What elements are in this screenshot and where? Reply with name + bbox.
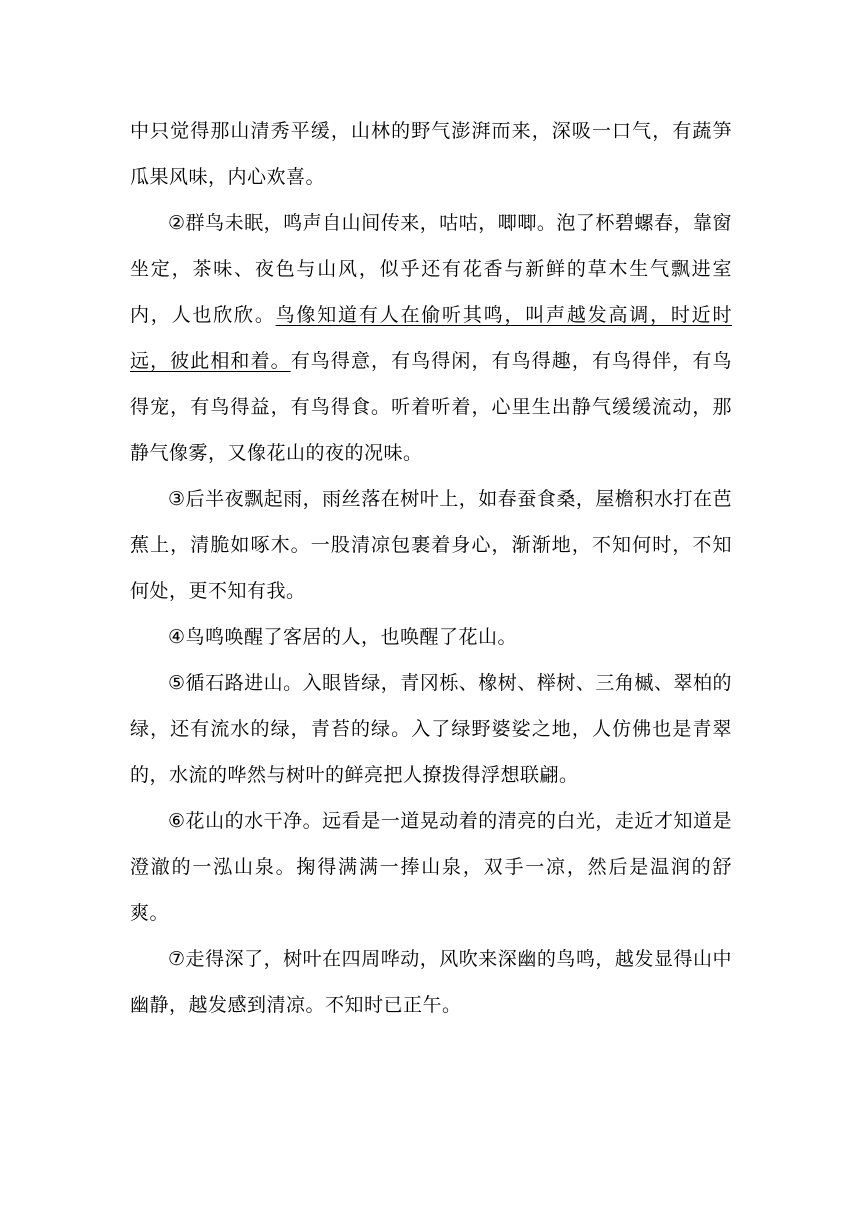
paragraph-text: 有鸟得意，有鸟得闲，有鸟得趣，有鸟得伴，有鸟得宠，有鸟得益，有鸟得食。听着听着，心里生出静气缓缓流动，那静气像雾，又像花山的夜的况味。 [130, 350, 732, 464]
paragraph-text: ②群鸟未眠，鸣声自山间传来，咕咕，唧唧。泡了杯碧螺春，靠窗坐定，茶味、夜色与山风，似乎还有花香与新鲜的草木生气飘进室内，人也欣欣。 [130, 212, 732, 326]
paragraph-text: ⑥花山的水干净。远看是一道晃动着的清亮的白光，走近才知道是澄澈的一泓山泉。掬得满满一捧山泉，双手一凉，然后是温润的舒爽。 [130, 810, 732, 924]
underlined-sentence: 鸟像知道有人在偷听其鸣，叫声越发高调，时近时远，彼此相和着。 [130, 304, 732, 372]
paragraph-text: ⑤循石路进山。入眼皆绿，青冈栎、橡树、榉树、三角槭、翠柏的绿，还有流水的绿，青苔的绿。入了绿野婆娑之地，人仿佛也是青翠的，水流的哗然与树叶的鲜亮把人撩拨得浮想联翩。 [130, 672, 732, 786]
paragraph-6 [130, 798, 732, 936]
paragraph-4 [130, 614, 732, 660]
paragraph-2 [130, 200, 732, 476]
paragraph-5 [130, 660, 732, 798]
paragraph-text: ③后半夜飘起雨，雨丝落在树叶上，如春蚕食桑，屋檐积水打在芭蕉上，清脆如啄木。一股清凉包裹着身心，渐渐地，不知何时，不知何处，更不知有我。 [130, 488, 732, 602]
paragraph-text: 中只觉得那山清秀平缓，山林的野气澎湃而来，深吸一口气，有蔬笋瓜果风味，内心欢喜。 [130, 120, 732, 188]
paragraph-7 [130, 936, 732, 1028]
paragraph-3 [130, 476, 732, 614]
paragraph-text: ⑦走得深了，树叶在四周哗动，风吹来深幽的鸟鸣，越发显得山中幽静，越发感到清凉。不知时已正午。 [130, 948, 732, 1016]
paragraph-text: ④鸟鸣唤醒了客居的人，也唤醒了花山。 [168, 626, 518, 648]
paragraph-1-continued [130, 108, 732, 200]
article-body [130, 108, 732, 1028]
